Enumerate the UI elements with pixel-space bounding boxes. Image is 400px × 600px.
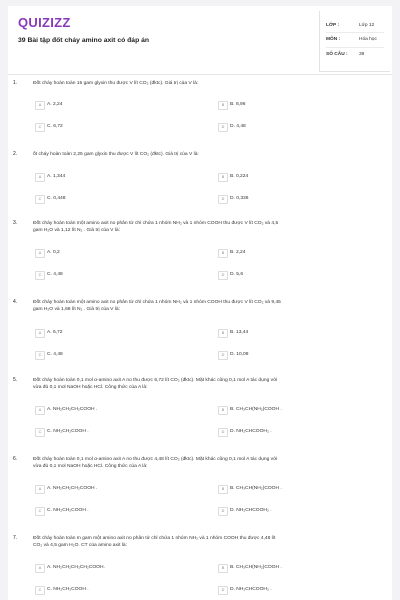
- question-text: [33, 456, 378, 471]
- option-text: B. 8,96: [230, 102, 246, 107]
- meta-question-count-value: 39: [359, 52, 365, 57]
- answer-option[interactable]: [35, 270, 200, 280]
- option-text: A. NH₂CH₂CH₂COOH .: [47, 407, 98, 412]
- worksheet-meta-box: [319, 11, 390, 72]
- answer-option[interactable]: [35, 427, 200, 437]
- question-text-line: vừa đủ 0,1 mol NaOH hoặc HCl. Công thức của A là:: [33, 464, 148, 470]
- answer-option[interactable]: [35, 506, 200, 516]
- question-number: 2.: [13, 151, 18, 157]
- option-letter-badge: D: [218, 123, 228, 132]
- option-letter-badge: D: [218, 586, 228, 595]
- option-text: C. NH₂CH₂COOH .: [47, 429, 89, 434]
- option-text: B. 13,44: [230, 330, 249, 335]
- option-letter-badge: B: [218, 329, 228, 338]
- option-text: A. 6,72: [47, 330, 63, 335]
- question-text: [33, 80, 378, 87]
- question-number: 4.: [13, 299, 18, 305]
- answer-option[interactable]: [35, 585, 200, 595]
- option-text: D. NH₂CHCOOH₂ .: [230, 508, 272, 513]
- option-text: D. 4,48: [230, 124, 246, 129]
- answer-option[interactable]: [35, 248, 200, 258]
- option-text: C. 6,72: [47, 124, 63, 129]
- option-letter-badge: A: [35, 406, 45, 415]
- question-text: [33, 220, 378, 235]
- option-text: A. NH₂CH₂CH₂COOH .: [47, 486, 98, 491]
- answer-option[interactable]: [218, 585, 383, 595]
- question-text-line: ốt cháy hoàn toàn 2,25 gam glyxin thu được V lít CO₂ (đktc). Giá trị của V là:: [33, 152, 199, 157]
- answer-option[interactable]: [218, 194, 383, 204]
- option-letter-badge: C: [35, 351, 45, 360]
- question-text-line: CO₂ và 4,5 gam H₂O. CT của amino axit là:: [33, 543, 127, 549]
- option-text: D. 0,336: [230, 196, 249, 201]
- answer-option[interactable]: [35, 194, 200, 204]
- question-text-line: Đốt cháy hoàn toàn 15 gam glyxin thu được V lít CO₂ (đktc). Giá trị của V là:: [33, 81, 199, 86]
- option-letter-badge: B: [218, 101, 228, 110]
- answer-option[interactable]: [218, 484, 383, 494]
- answer-option[interactable]: [218, 172, 383, 182]
- meta-subject-label: MÔN :: [326, 37, 341, 42]
- option-text: D. 10,08: [230, 352, 249, 357]
- meta-grade-value: Lớp 12: [359, 23, 375, 28]
- option-text: C. NH₂CH₂COOH .: [47, 587, 89, 592]
- option-letter-badge: B: [218, 406, 228, 415]
- option-letter-badge: D: [218, 428, 228, 437]
- option-letter-badge: B: [218, 173, 228, 182]
- meta-subject-value: Hóa học: [359, 37, 377, 42]
- answer-option[interactable]: [218, 100, 383, 110]
- question-text: [33, 151, 378, 158]
- answer-option[interactable]: [35, 484, 200, 494]
- worksheet-title: 39 Bài tập đốt cháy amino axit có đáp án: [18, 37, 150, 44]
- answer-option[interactable]: [35, 405, 200, 415]
- answer-option[interactable]: [35, 172, 200, 182]
- option-letter-badge: A: [35, 329, 45, 338]
- question-text-line: gam H₂O và 1,68 lít N₂ . Giá trị của V là:: [33, 307, 120, 313]
- question-text-line: Đốt cháy hoàn toàn m gam một amino axit no phân tử chỉ chứa 1 nhóm NH₂ và 1 nhóm COOH thu được 4,48 lít: [33, 536, 276, 541]
- option-letter-badge: B: [218, 564, 228, 573]
- question-text-line: Đốt cháy hoàn toàn một amino axit no phân tử chỉ chứa 1 nhóm NH₂ và 1 nhóm COOH thu được V lít CO₂ và 4,5: [33, 221, 279, 226]
- question-number: 6.: [13, 456, 18, 462]
- option-text: A. 0,2: [47, 250, 60, 255]
- option-letter-badge: C: [35, 507, 45, 516]
- option-letter-badge: A: [35, 564, 45, 573]
- option-letter-badge: D: [218, 271, 228, 280]
- meta-question-count-label: SỐ CÂU :: [326, 52, 348, 57]
- meta-divider: [326, 32, 384, 33]
- option-letter-badge: C: [35, 428, 45, 437]
- answer-option[interactable]: [218, 270, 383, 280]
- option-text: B. 2,24: [230, 250, 246, 255]
- option-text: B. CH₃CH(NH₂)COOH .: [230, 565, 282, 570]
- quizizz-logo: QUIZIZZ: [18, 15, 71, 30]
- question-number: 5.: [13, 377, 18, 383]
- option-letter-badge: C: [35, 123, 45, 132]
- answer-option[interactable]: [218, 328, 383, 338]
- question-text-line: Đốt cháy hoàn toàn 0,1 mol α-amino axit A no thu được 6,72 lít CO₂ (đktc). Mặt khác cũng 0,1 mol A tác dụng với: [33, 378, 278, 383]
- meta-divider: [326, 47, 384, 48]
- option-letter-badge: D: [218, 507, 228, 516]
- option-letter-badge: B: [218, 249, 228, 258]
- question-text: [33, 377, 378, 392]
- question-text-line: vừa đủ 0,1 mol NaOH hoặc HCl. Công thức của A là:: [33, 385, 148, 391]
- question-text-line: gam H₂O và 1,12 lít N₂ . Giá trị của V là:: [33, 228, 120, 234]
- answer-option[interactable]: [218, 350, 383, 360]
- question-text-line: Đốt cháy hoàn toàn 0,1 mol α-amino axit A no thu được 4,48 lít CO₂ (đktc). Mặt khác cũng 0,1 mol A tác dụng với: [33, 457, 278, 462]
- question-number: 7.: [13, 535, 18, 541]
- option-text: C. 0,448: [47, 196, 66, 201]
- option-text: B. CH₃CH(NH₂)COOH .: [230, 407, 282, 412]
- question-number: 1.: [13, 80, 18, 86]
- option-text: D. NH₂CHCOOH₂ .: [230, 429, 272, 434]
- answer-option[interactable]: [218, 248, 383, 258]
- option-text: A. 1,344: [47, 174, 66, 179]
- option-letter-badge: C: [35, 271, 45, 280]
- option-text: B. 0,224: [230, 174, 249, 179]
- option-letter-badge: A: [35, 173, 45, 182]
- question-text-line: Đốt cháy hoàn toàn một amino axit no phân tử chỉ chứa 1 nhóm NH₂ và 1 nhóm COOH thu được V lít CO₂ và 9,45: [33, 300, 281, 305]
- answer-option[interactable]: [35, 100, 200, 110]
- option-letter-badge: B: [218, 485, 228, 494]
- answer-option[interactable]: [35, 328, 200, 338]
- answer-option[interactable]: [218, 122, 383, 132]
- option-text: A. NH₂CH₂CH₂CH₂COOH.: [47, 565, 105, 570]
- worksheet-page: [8, 6, 392, 600]
- answer-option[interactable]: [218, 506, 383, 516]
- question-text: [33, 535, 378, 550]
- answer-option[interactable]: [218, 563, 383, 573]
- answer-option[interactable]: [35, 563, 200, 573]
- option-letter-badge: A: [35, 485, 45, 494]
- option-text: C. NH₂CH₂COOH .: [47, 508, 89, 513]
- option-letter-badge: A: [35, 101, 45, 110]
- option-text: D. NH₂CHCOOH₂ .: [230, 587, 272, 592]
- option-text: C. 4,48: [47, 272, 63, 277]
- option-letter-badge: C: [35, 195, 45, 204]
- option-text: D. 5,6: [230, 272, 244, 277]
- meta-grade-label: LỚP :: [326, 23, 340, 28]
- answer-option[interactable]: [35, 350, 200, 360]
- option-text: C. 4,48: [47, 352, 63, 357]
- question-number: 3.: [13, 220, 18, 226]
- answer-option[interactable]: [35, 122, 200, 132]
- answer-option[interactable]: [218, 405, 383, 415]
- answer-option[interactable]: [218, 427, 383, 437]
- option-letter-badge: D: [218, 195, 228, 204]
- question-text: [33, 299, 378, 314]
- option-letter-badge: D: [218, 351, 228, 360]
- option-text: A. 2,24: [47, 102, 63, 107]
- option-text: B. CH₃CH(NH₂)COOH .: [230, 486, 282, 491]
- header-divider: [8, 74, 392, 75]
- option-letter-badge: A: [35, 249, 45, 258]
- option-letter-badge: C: [35, 586, 45, 595]
- worksheet-header: [8, 6, 392, 72]
